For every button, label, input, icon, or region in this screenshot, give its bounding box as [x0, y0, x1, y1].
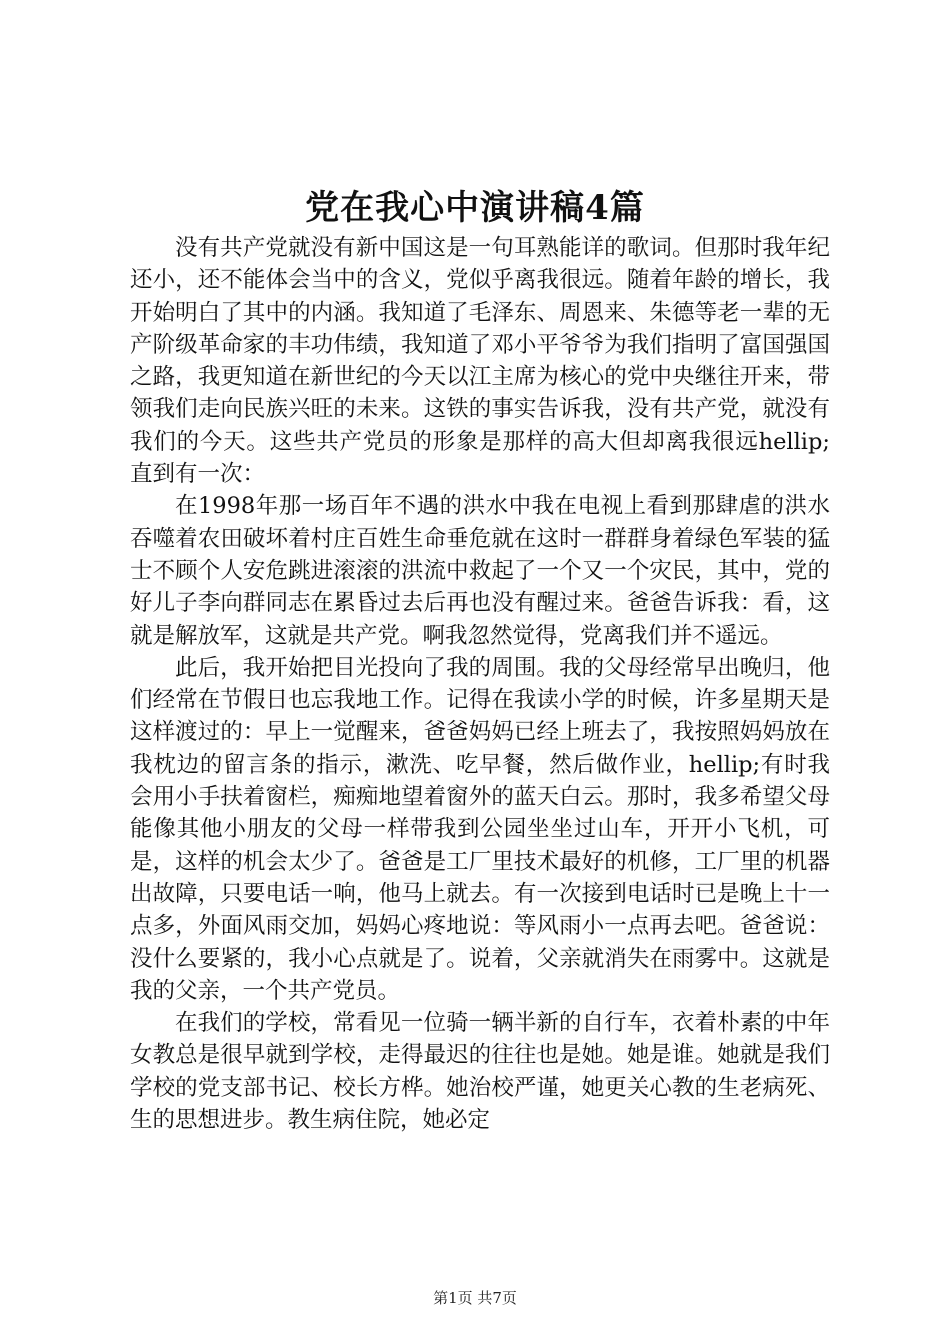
paragraph: 没有共产党就没有新中国这是一句耳熟能详的歌词。但那时我年纪还小，还不能体会当中的含义，党似乎离我很远。随着年龄的增长，我开始明白了其中的内涵。我知道了毛泽东、周恩来、朱德等老一辈的无产阶级革命家的丰功伟绩，我知道了邓小平爷爷为我们指明了富国强国之路，我更知道在新世纪的今天以江主席为核心的党中央继往开来，带领我们走向民族兴旺的未来。这铁的事实告诉我，没有共产党，就没有我们的今天。这些共产党员的形象是那样的高大但却离我很远hellip;直到有一次：	[130, 235, 830, 488]
paragraph: 在我们的学校，常看见一位骑一辆半新的自行车，衣着朴素的中年女教总是很早就到学校，走得最迟的往往也是她。她是谁。她就是我们学校的党支部书记、校长方桦。她治校严谨，她更关心教的生老病死、生的思想进步。教生病住院，她必定	[130, 1010, 830, 1134]
document-title: 党在我心中演讲稿4篇	[305, 188, 645, 228]
paragraph: 在1998年那一场百年不遇的洪水中我在电视上看到那肆虐的洪水吞噬着农田破坏着村庄百姓生命垂危就在这时一群群身着绿色军装的猛士不顾个人安危跳进滚滚的洪流中救起了一个又一个灾民，其中，党的好儿子李向群同志在累昏过去后再也没有醒过来。爸爸告诉我：看，这就是解放军，这就是共产党。啊我忽然觉得，党离我们并不遥远。	[130, 493, 830, 649]
document-body	[130, 232, 830, 1136]
page-footer: 第1页 共7页	[433, 1289, 517, 1307]
paragraph: 此后，我开始把目光投向了我的周围。我的父母经常早出晚归，他们经常在节假日也忘我地工作。记得在我读小学的时候，许多星期天是这样渡过的：早上一觉醒来，爸爸妈妈已经上班去了，我按照妈妈放在我枕边的留言条的指示，漱洗、吃早餐，然后做作业，hellip;有时我会用小手扶着窗栏，痴痴地望着窗外的蓝天白云。那时，我多希望父母能像其他小朋友的父母一样带我到公园坐坐过山车，开开小飞机，可是，这样的机会太少了。爸爸是工厂里技术最好的机修，工厂里的机器出故障，只要电话一响，他马上就去。有一次接到电话时已是晚上十一点多，外面风雨交加，妈妈心疼地说：等风雨小一点再去吧。爸爸说：没什么要紧的，我小心点就是了。说着，父亲就消失在雨雾中。这就是我的父亲，一个共产党员。	[130, 654, 830, 1004]
